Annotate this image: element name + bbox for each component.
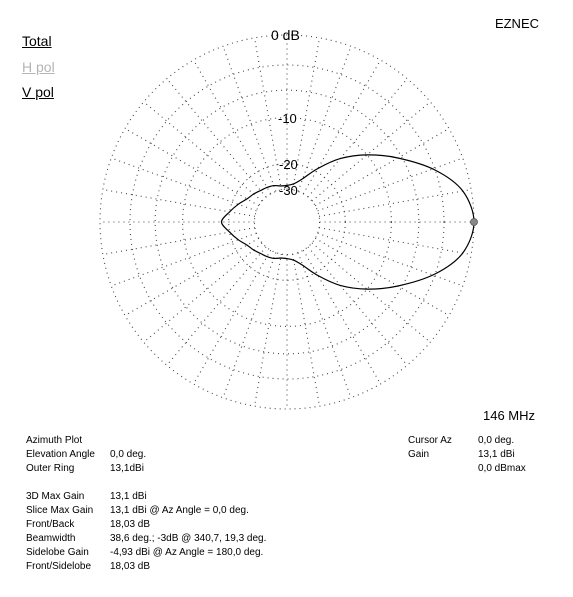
- grid-radial: [167, 79, 266, 197]
- info-key: [408, 462, 478, 476]
- info-value: 0,0 dBmax: [478, 463, 526, 474]
- info-value: 13,1 dBi: [110, 491, 147, 502]
- grid-ring: [254, 189, 319, 254]
- legend-total[interactable]: Total: [22, 33, 52, 49]
- info-row: [26, 560, 266, 574]
- grid-radial: [125, 129, 259, 206]
- grid-ring: [100, 35, 474, 409]
- grid-radial: [318, 233, 463, 286]
- plot-info-right: [408, 434, 526, 476]
- grid-radial: [303, 60, 380, 194]
- ring-label-0db: 0 dB: [271, 27, 300, 43]
- ring-label-minus30: -30: [279, 183, 298, 198]
- grid-radial: [103, 228, 255, 255]
- info-row: [408, 462, 526, 476]
- grid-radial: [223, 46, 276, 191]
- grid-radial: [293, 254, 320, 406]
- app-title: EZNEC: [494, 16, 539, 31]
- info-row: [26, 462, 146, 476]
- info-row: [408, 434, 526, 448]
- legend-h-pol[interactable]: H pol: [22, 59, 55, 75]
- info-value: -4,93 dBi @ Az Angle = 180,0 deg.: [110, 547, 264, 558]
- grid-radial: [318, 158, 463, 211]
- info-key: Front/Sidelobe: [26, 561, 92, 572]
- frequency-label: 146 MHz: [483, 408, 536, 423]
- info-key: Cursor Az: [408, 435, 452, 446]
- info-value: 0,0 deg.: [110, 449, 147, 460]
- cursor-marker: [471, 219, 478, 226]
- info-row: [26, 532, 266, 546]
- grid-radial: [223, 253, 276, 398]
- grid-radial: [111, 233, 256, 286]
- grid-ring: [229, 164, 346, 281]
- info-row: [26, 546, 266, 560]
- grid-radial: [194, 60, 271, 194]
- legend-v-pol[interactable]: V pol: [22, 84, 54, 100]
- info-key: Beamwidth: [26, 533, 76, 544]
- info-row: [26, 490, 266, 504]
- info-value: 13,1 dBi @ Az Angle = 0,0 deg.: [110, 505, 249, 516]
- info-value: 0,0 deg.: [478, 435, 515, 446]
- ring-label-minus20: -20: [279, 157, 298, 172]
- info-key: 3D Max Gain: [26, 491, 85, 502]
- grid-radial: [308, 79, 407, 197]
- info-value: 18,03 dB: [110, 519, 151, 530]
- info-key: Azimuth Plot: [26, 435, 83, 446]
- info-key: Gain: [408, 449, 430, 460]
- plot-info-left-bottom: [26, 490, 266, 574]
- info-row: [26, 448, 146, 462]
- pattern-trace-total: [222, 155, 475, 289]
- info-value: 13,1 dBi: [478, 449, 515, 460]
- info-key: Front/Back: [26, 519, 75, 530]
- grid-radial: [319, 228, 471, 255]
- grid-radial: [312, 102, 430, 201]
- info-row: [26, 504, 266, 518]
- grid-ring: [155, 90, 419, 354]
- grid-radial: [298, 253, 351, 398]
- info-row: [26, 434, 146, 448]
- grid-radial: [319, 190, 471, 217]
- info-value: 18,03 dB: [110, 561, 151, 572]
- info-value: 13,1dBi: [110, 463, 144, 474]
- info-key: Outer Ring: [26, 463, 75, 474]
- grid-radial: [194, 250, 271, 384]
- grid-radial: [312, 243, 430, 342]
- grid-radial: [103, 190, 255, 217]
- info-row: [26, 518, 266, 532]
- info-key: Elevation Angle: [26, 449, 95, 460]
- grid-radial: [167, 247, 266, 365]
- ring-label-minus10: -10: [278, 111, 297, 126]
- grid-radial: [308, 247, 407, 365]
- grid-radial: [303, 250, 380, 384]
- grid-radial: [144, 243, 262, 342]
- grid-radial: [111, 158, 256, 211]
- grid-radial: [125, 238, 259, 315]
- info-row: [408, 448, 526, 462]
- info-key: Slice Max Gain: [26, 505, 94, 516]
- plot-info-left-top: [26, 434, 146, 476]
- info-value: 38,6 deg.; -3dB @ 340,7, 19,3 deg.: [110, 533, 267, 544]
- grid-radial: [144, 102, 262, 201]
- info-key: Sidelobe Gain: [26, 547, 89, 558]
